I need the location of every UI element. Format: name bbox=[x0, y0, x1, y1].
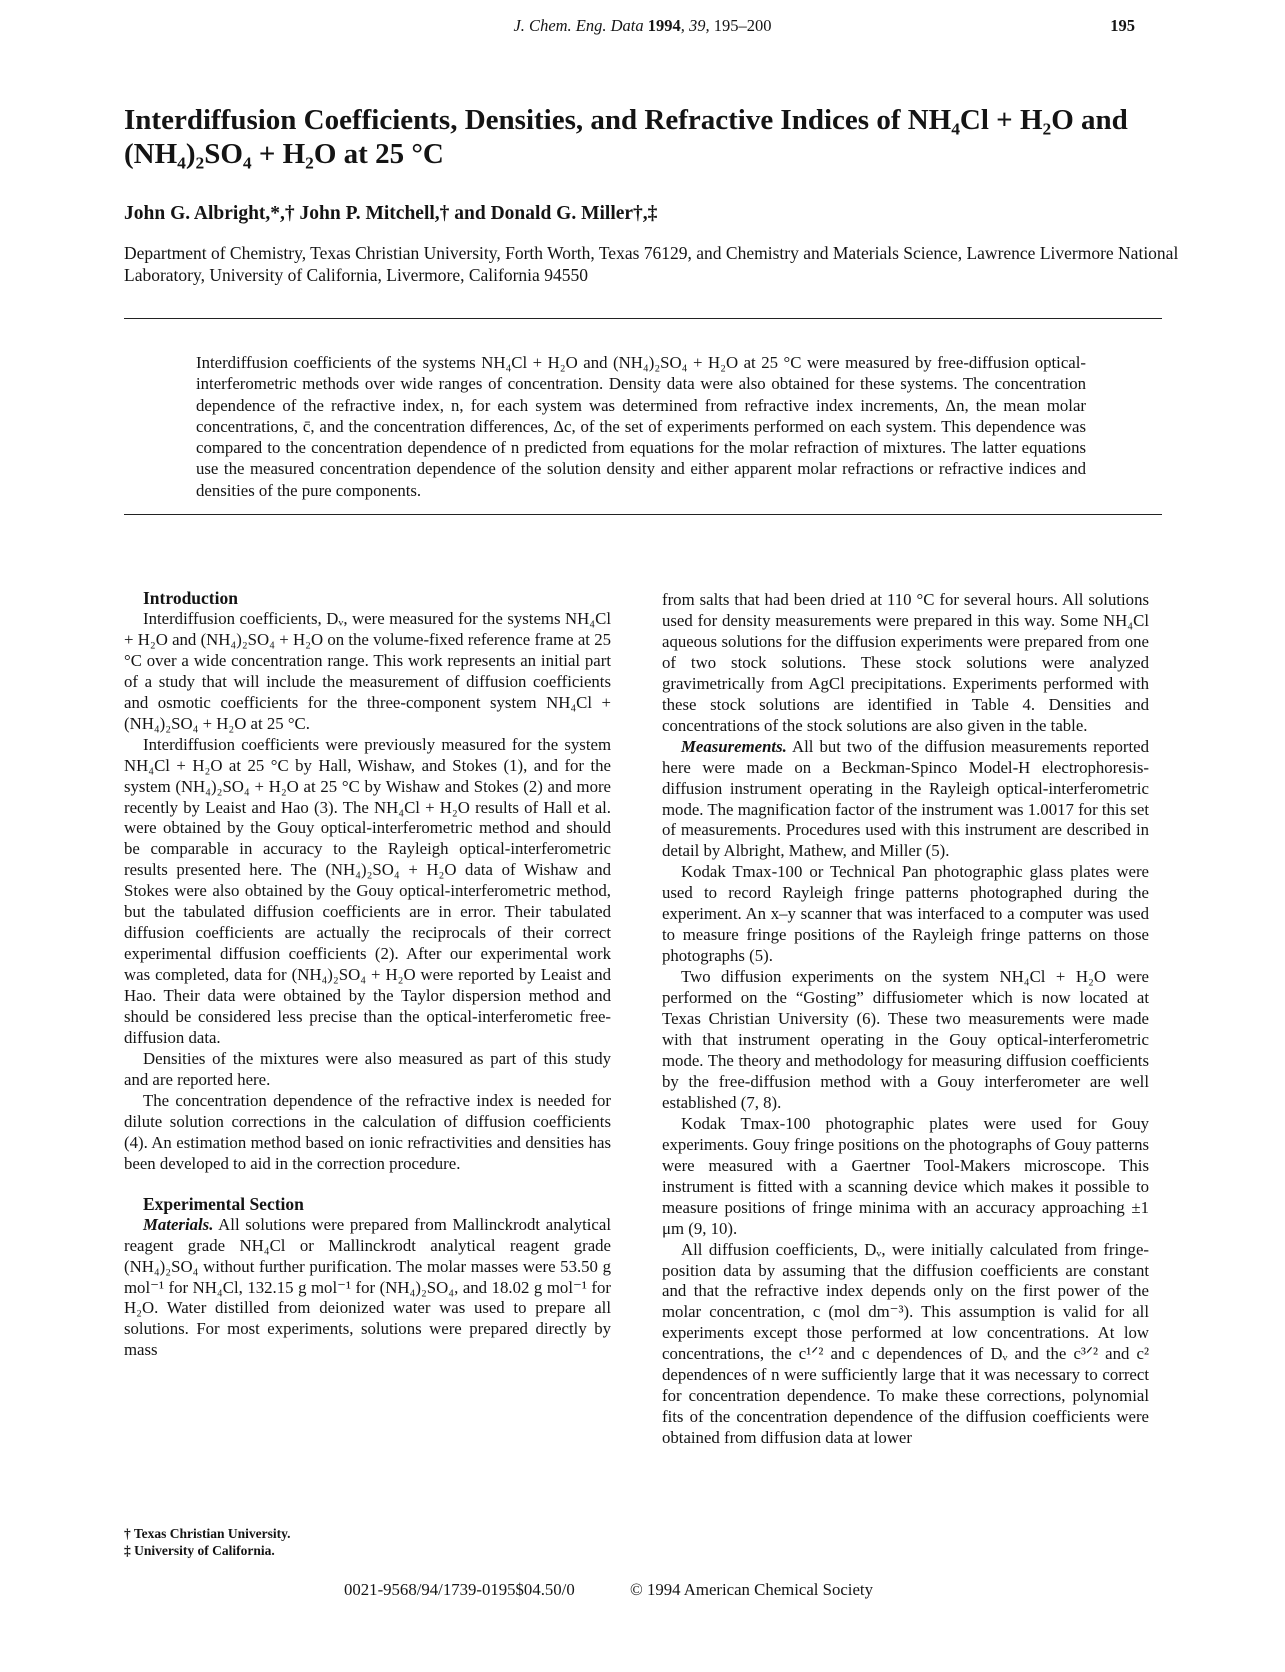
footnote-dagger: † Texas Christian University. bbox=[124, 1526, 291, 1541]
right-paragraph-5: Kodak Tmax-100 photographic plates were used for Gouy experiments. Gouy fringe positions on the photographs of Gouy patterns were measured with a Gaertner Tool-Makers microscope. This instrument is fitted with a scanning device which makes it possible to measure positions of fringe minima with an accuracy approaching ±1 μm (9, 10). bbox=[662, 1113, 1149, 1238]
materials-text: All solutions were prepared from Mallinckrodt analytical reagent grade NH₄Cl or Mallinckrodt analytical reagent grade (NH₄)₂SO₄ without further purification. The molar masses were 53.50 g mol⁻¹ for NH₄Cl, 132.15 g mol⁻¹ for (NH₄)₂SO₄, and 18.02 g mol⁻¹ for H₂O. Water distilled from deionized water was used to prepare all solutions. For most experiments, solutions were prepared directly by mass bbox=[124, 1214, 611, 1360]
running-head: J. Chem. Eng. Data 1994, 39, 195–200 bbox=[513, 16, 772, 35]
journal-volume: 39 bbox=[689, 16, 706, 35]
abstract-bottom-rule bbox=[124, 514, 1162, 515]
materials-label: Materials. bbox=[143, 1214, 214, 1234]
right-paragraph-4: Two diffusion experiments on the system NH₄Cl + H₂O were performed on the “Gosting” diffusiometer which is now located at Texas Christian University (6). These two measurements were made with that instrument operating in the Gouy optical-interferometric mode. The theory and methodology for measuring diffusion coefficients by the free-diffusion method with a Gouy interferometer are well established (7, 8). bbox=[662, 967, 1149, 1112]
article-code: 0021-9568/94/1739-0195$04.50/0 bbox=[344, 1580, 575, 1599]
right-paragraph-1: from salts that had been dried at 110 °C for several hours. All solutions used for density measurements were prepared in this way. Some NH₄Cl aqueous solutions for the diffusion experiments were prepared from one of two stock solutions. These stock solutions were analyzed gravimetrically from AgCl precipitations. Experiments performed with these stock solutions are identified in Table 4. Densities and concentrations of the stock solutions are also given in the table. bbox=[662, 590, 1149, 735]
intro-paragraph-2: Interdiffusion coefficients were previously measured for the system NH₄Cl + H₂O at 25 °C by Hall, Wishaw, and Stokes (1), and for the system (NH₄)₂SO₄ + H₂O at 25 °C by Wishaw and Stokes (2) and more recently by Leaist and Hao (3). The NH₄Cl + H₂O results of Hall et al. were obtained by the Gouy optical-interferometric method and should be comparable in accuracy to the Rayleigh optical-interferometric results presented here. The (NH₄)₂SO₄ + H₂O data of Wishaw and Stokes were also obtained by the Gouy optical-interferometric method, but the tabulated diffusion coefficients are in error. Their tabulated diffusion coefficients are actually the reciprocals of their correct experimental diffusion coefficients (2). After our experimental work was completed, data for (NH₄)₂SO₄ + H₂O were reported by Leaist and Hao. Their data were obtained by the Taylor dispersion method and should be considered less precise than the optical-interferometic free-diffusion data. bbox=[124, 734, 611, 1048]
intro-paragraph-4: The concentration dependence of the refractive index is needed for dilute solution corrections in the calculation of diffusion coefficients (4). An estimation method based on ionic refractivities and densities has been developed to aid in the correction procedure. bbox=[124, 1090, 611, 1173]
footnote-double-dagger: ‡ University of California. bbox=[124, 1543, 275, 1558]
introduction-heading: Introduction bbox=[143, 588, 238, 608]
right-paragraph-3: Kodak Tmax-100 or Technical Pan photographic glass plates were used to record Rayleigh fringe patterns photographed during the experiment. An x–y scanner that was interfaced to a computer was used to measure fringe positions of the Rayleigh fringe patterns on those photographs (5). bbox=[662, 862, 1149, 966]
measurements-label: Measurements. bbox=[681, 736, 787, 756]
measurements-text: All but two of the diffusion measurements reported here were made on a Beckman-Spinco Model-H electrophoresis-diffusion instrument operating in the Rayleigh optical-interferometric mode. The magnification factor of the instrument was 1.0017 for this set of measurements. Procedures used with this instrument are described in detail by Albright, Mathew, and Miller (5). bbox=[662, 736, 1149, 861]
footnotes bbox=[124, 1525, 291, 1559]
journal-year: 1994 bbox=[647, 16, 681, 35]
abstract: Interdiffusion coefficients of the systems NH₄Cl + H₂O and (NH₄)₂SO₄ + H₂O at 25 °C were measured by free-diffusion optical-interferometric methods over wide ranges of concentration. Density data were also obtained for these systems. The concentration dependence of the refractive index, n, for each system was determined from refractive index increments, Δn, the mean molar concentrations, c̄, and the concentration differences, Δc, of the set of experiments performed on each system. This dependence was compared to the concentration dependence of n predicted from equations for the molar refraction of mixtures. The latter equations use the measured concentration dependence of the solution density and either apparent molar refractions or refractive indices and densities of the pure components. bbox=[196, 353, 1086, 500]
copyright: © 1994 American Chemical Society bbox=[630, 1580, 873, 1599]
journal-pages: 195–200 bbox=[713, 16, 772, 35]
author-affiliation: Department of Chemistry, Texas Christian University, Forth Worth, Texas 76129, and Chemistry and Materials Science, Lawrence Livermore National Laboratory, University of California, Livermore, California 94550 bbox=[124, 243, 1179, 285]
journal-name: J. Chem. Eng. Data bbox=[513, 16, 644, 35]
right-paragraph-6: All diffusion coefficients, Dᵥ, were initially calculated from fringe-position data by assuming that the diffusion coefficients are constant and that the refractive index depends only on the first power of the molar concentration, c (mol dm⁻³). This assumption is valid for all experiments except those performed at low concentrations. At low concentrations, the c¹ᐟ² and c dependences of Dᵥ and the c³ᐟ² and c² dependences of n were sufficiently large that it was necessary to correct for concentration dependence. To make these corrections, polynomial fits of the concentration dependence of the diffusion coefficients were obtained from diffusion data at lower bbox=[662, 1239, 1149, 1448]
materials-paragraph bbox=[124, 1215, 611, 1362]
page-number: 195 bbox=[1110, 16, 1135, 35]
article-title: Interdiffusion Coefficients, Densities, and Refractive Indices of NH₄Cl + H₂O and (NH₄)₂SO₄ + H₂O at 25 °C bbox=[124, 104, 1128, 170]
abstract-top-rule bbox=[124, 318, 1162, 319]
left-column bbox=[124, 588, 611, 1361]
intro-paragraph-1: Interdiffusion coefficients, Dᵥ, were measured for the systems NH₄Cl + H₂O and (NH₄)₂SO₄ + H₂O on the volume-fixed reference frame at 25 °C over a wide concentration range. This work represents an initial part of a study that will include the measurement of diffusion coefficients and osmotic coefficients for the three-component system NH₄Cl + (NH₄)₂SO₄ + H₂O at 25 °C. bbox=[124, 608, 611, 733]
article-authors: John G. Albright,*,† John P. Mitchell,† and Donald G. Miller†,‡ bbox=[124, 203, 658, 224]
measurements-paragraph bbox=[662, 737, 1149, 863]
intro-paragraph-3: Densities of the mixtures were also measured as part of this study and are reported here. bbox=[124, 1048, 611, 1089]
right-column bbox=[662, 590, 1149, 1449]
experimental-heading: Experimental Section bbox=[143, 1193, 304, 1214]
